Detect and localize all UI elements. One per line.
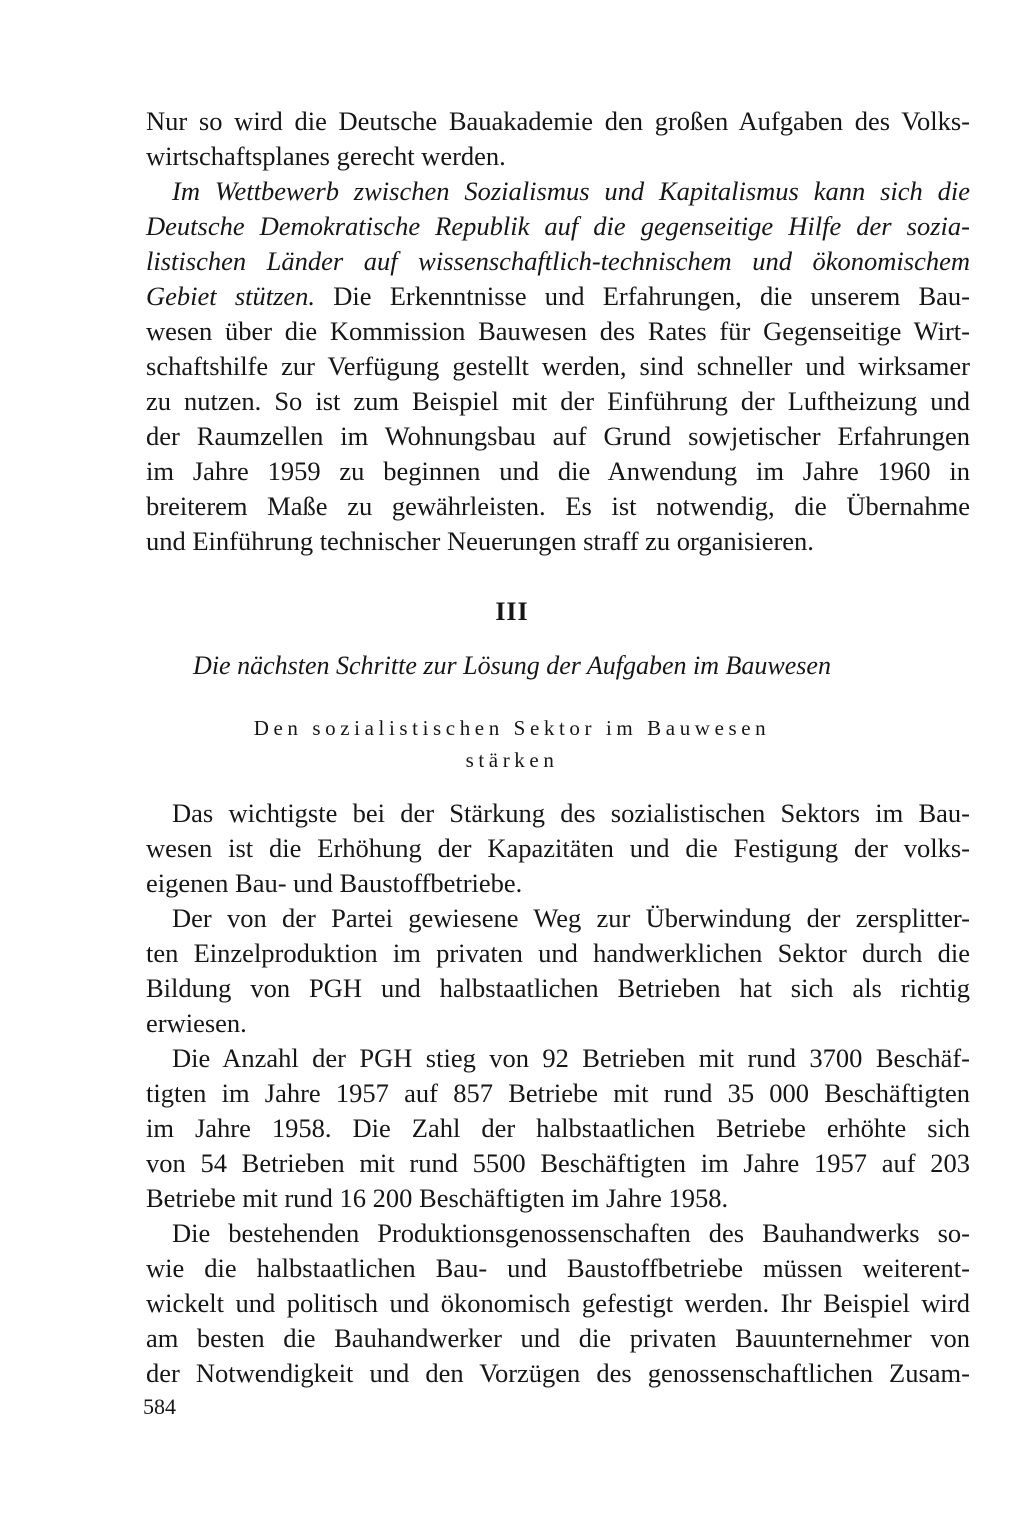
text-line: Bildung von PGH und halbstaatlichen Betrieben hat sich als richtig: [146, 973, 970, 1003]
text-line: Die Anzahl der PGH stieg von 92 Betrieben mit rund 3700 Beschäf-: [172, 1043, 970, 1073]
text-line: eigenen Bau- und Baustoffbetriebe.: [146, 868, 523, 898]
text-line: tigten im Jahre 1957 auf 857 Betriebe mit rund 35 000 Beschäftigten: [146, 1078, 970, 1108]
section-title: Die nächsten Schritte zur Lösung der Aufgaben im Bauwesen: [193, 651, 831, 680]
text-line: wesen über die Kommission Bauwesen des Rates für Gegenseitige Wirt-: [146, 316, 970, 346]
text-line: Die bestehenden Produktionsgenossenschaften des Bauhandwerks so-: [172, 1218, 970, 1248]
text-line: wickelt und politisch und ökonomisch gefestigt werden. Ihr Beispiel wird: [146, 1288, 970, 1318]
italic-text-line: Im Wettbewerb zwischen Sozialismus und Kapitalismus kann sich die: [172, 176, 970, 206]
italic-text-line: listischen Länder auf wissenschaftlich-technischem und ökonomischem: [146, 246, 970, 276]
text-line: im Jahre 1958. Die Zahl der halbstaatlichen Betriebe erhöhte sich: [146, 1113, 970, 1143]
italic-text-line: Deutsche Demokratische Republik auf die gegenseitige Hilfe der sozia-: [146, 211, 970, 241]
text-line: der Raumzellen im Wohnungsbau auf Grund sowjetischer Erfahrungen: [146, 421, 970, 451]
text-line: von 54 Betrieben mit rund 5500 Beschäftigten im Jahre 1957 auf 203: [146, 1148, 970, 1178]
text-line: Betriebe mit rund 16 200 Beschäftigten im Jahre 1958.: [146, 1183, 729, 1213]
text-line: der Notwendigkeit und den Vorzügen des genossenschaftlichen Zusam-: [146, 1358, 970, 1388]
text-line: Der von der Partei gewiesene Weg zur Überwindung der zersplitter-: [172, 903, 970, 933]
text-line: Nur so wird die Deutsche Bauakademie den großen Aufgaben des Volks-: [146, 106, 970, 136]
text-line: ten Einzelproduktion im privaten und handwerklichen Sektor durch die: [146, 938, 970, 968]
text-line: schaftshilfe zur Verfügung gestellt werden, sind schneller und wirksamer: [146, 351, 970, 381]
text-line: zu nutzen. So ist zum Beispiel mit der Einführung der Luftheizung und: [146, 386, 970, 416]
text-fragment: Die Erkenntnisse und Erfahrungen, die unserem Bau-: [315, 281, 970, 311]
text-line: wesen ist die Erhöhung der Kapazitäten und die Festigung der volks-: [146, 833, 970, 863]
subsection-title-line1: Den sozialistischen Sektor im Bauwesen: [253, 716, 771, 740]
text-line: und Einführung technischer Neuerungen straff zu organisieren.: [146, 526, 814, 556]
text-line: im Jahre 1959 zu beginnen und die Anwendung im Jahre 1960 in: [146, 456, 970, 486]
text-line: wirtschaftsplanes gerecht werden.: [146, 141, 506, 171]
subsection-title-line2: stärken: [465, 748, 559, 772]
text-line: erwiesen.: [146, 1008, 247, 1038]
section-numeral: III: [495, 597, 529, 626]
text-line: Das wichtigste bei der Stärkung des sozialistischen Sektors im Bau-: [172, 798, 970, 828]
mixed-text-line: [146, 278, 970, 314]
page-number: 584: [143, 1394, 176, 1419]
text-line: am besten die Bauhandwerker und die privaten Bauunternehmer von: [146, 1323, 970, 1353]
text-line: wie die halbstaatlichen Bau- und Baustoffbetriebe müssen weiterent-: [146, 1253, 970, 1283]
text-line: breiterem Maße zu gewährleisten. Es ist notwendig, die Übernahme: [146, 491, 970, 521]
italic-phrase: Gebiet stützen.: [146, 281, 316, 311]
